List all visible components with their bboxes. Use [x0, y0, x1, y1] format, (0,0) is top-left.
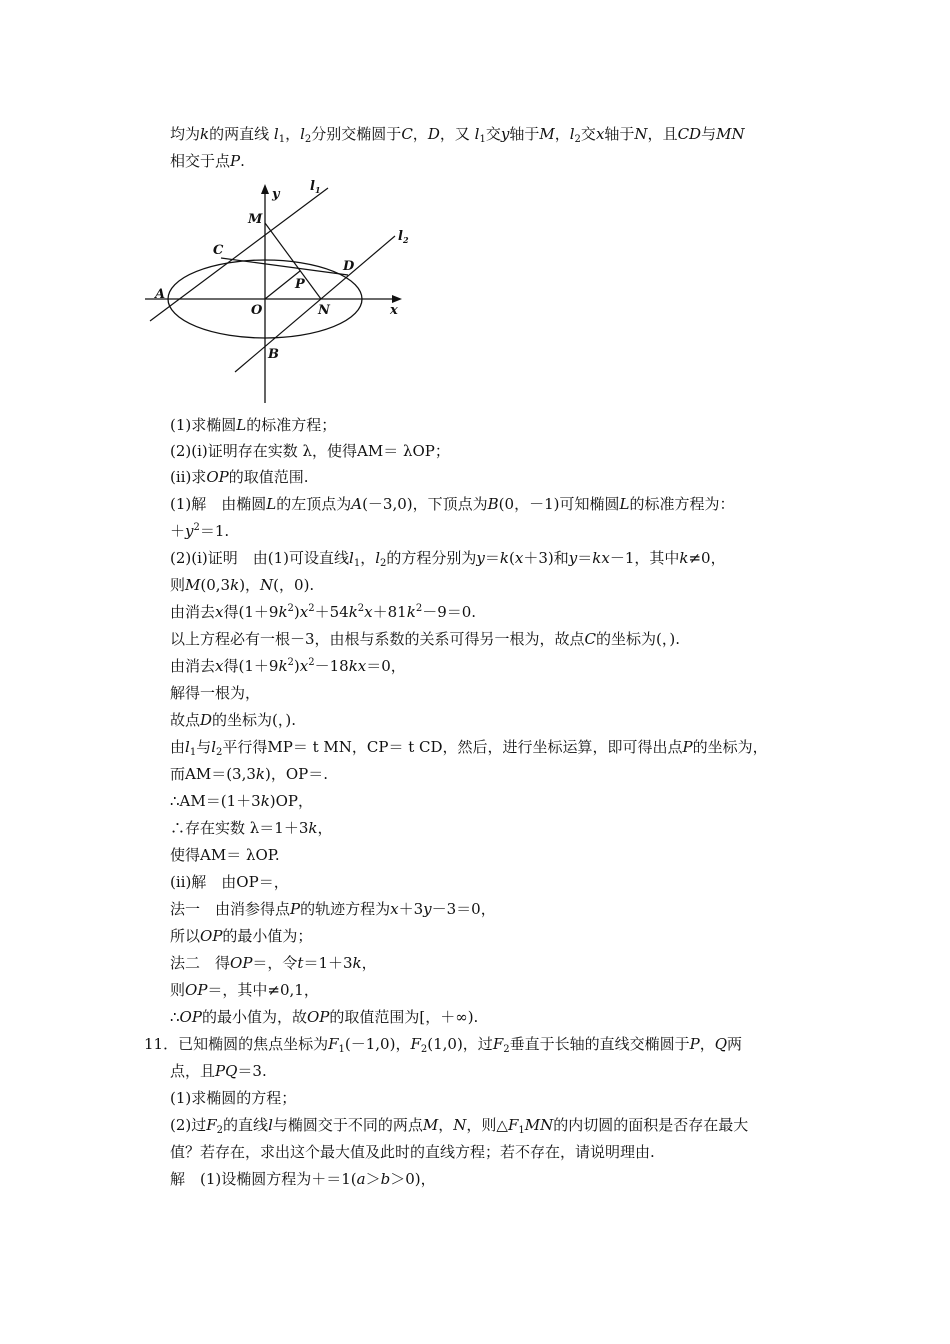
axis-label-y: y: [272, 187, 280, 202]
line-label-l1: $l_1$: [310, 179, 321, 195]
text-line: 均为k的两直线 $l_1$，$l_2$分别交椭圆于C，D，又 $l_1$交y轴于M，$l_2$交x轴于N，且CD与MN: [170, 125, 745, 145]
text-line: (ⅱ)求OP的取值范围.: [170, 468, 309, 486]
text-line: 以上方程必有一根－3，由根与系数的关系可得另一根为，故点C的坐标为(，).: [170, 630, 681, 648]
text-line: (1)求椭圆L的标准方程；: [170, 416, 337, 434]
text-line: ∴OP的最小值为，故OP的取值范围为[，＋∞).: [170, 1008, 479, 1026]
text-line: $+y^2=1$.: [170, 522, 230, 540]
point-label-N: N: [318, 303, 330, 318]
text-line: 由$l_1$与$l_2$平行得MP＝ t MN，CP＝ t CD，然后，进行坐标运算，即可得出点P的坐标为，: [170, 738, 768, 758]
point-label-B: B: [268, 347, 279, 362]
text-line: 则M(0,3k)，N(，0).: [170, 576, 315, 594]
text-line: (ⅱ)解 由OP＝，: [170, 873, 289, 891]
point-label-P: P: [295, 277, 305, 292]
axis-label-x: x: [390, 303, 398, 318]
point-label-O: O: [251, 303, 263, 318]
point-label-D: D: [343, 259, 355, 274]
text-line: (2)(ⅰ)证明 由(1)可设直线$l_1$，$l_2$的方程分别为y＝k(x＋3)和y＝kx－1，其中k≠0，: [170, 549, 726, 569]
line-label-l2: $l_2$: [398, 229, 409, 245]
text-line: (1)求椭圆的方程；: [170, 1089, 297, 1107]
text-line: 所以OP的最小值为；: [170, 927, 313, 945]
ellipse-diagram: [140, 178, 410, 410]
text-line: 由消去x得$(1+9k^2)x^2+54k^2x+81k^2-9=0$.: [170, 603, 477, 621]
point-label-C: C: [213, 243, 224, 258]
point-label-A: A: [155, 287, 166, 302]
text-line: 而AM＝(3,3k)，OP＝.: [170, 765, 329, 783]
problem-11-stem: 11．已知椭圆的焦点坐标为$F_1(-1,0)$，$F_2(1,0)$，过$F_2$垂直于长轴的直线交椭圆于P，Q两: [144, 1035, 743, 1055]
text-line: 由消去x得$(1+9k^2)x^2-18kx=0$，: [170, 657, 406, 675]
text-line: 相交于点P.: [170, 152, 245, 170]
text-line: ∴存在实数 λ＝1＋3k，: [170, 819, 333, 837]
text-line: 解得一根为，: [170, 684, 261, 702]
text-line: 点，且PQ＝3.: [170, 1062, 267, 1080]
text-line: 则OP＝，其中≠0,1，: [170, 981, 319, 999]
text-line: (2)(ⅰ)证明存在实数 λ，使得AM＝ λOP；: [170, 442, 450, 460]
text-line: ∴AM＝(1＋3k)OP，: [170, 792, 314, 810]
text-line: (1)解 由椭圆L的左顶点为A(－3,0)，下顶点为B(0，－1)可知椭圆L的标准方程为：: [170, 495, 735, 513]
text-line: (2)过$F_2$的直线l与椭圆交于不同的两点M，N，则$\triangle F_1MN$的内切圆的面积是否存在最大: [170, 1116, 749, 1136]
text-line: 法一 由消参得点P的轨迹方程为x＋3y－3＝0，: [170, 900, 496, 918]
text-line: 故点D的坐标为(，).: [170, 711, 297, 729]
text-line: 法二 得OP＝，令t＝1＋3k，: [170, 954, 377, 972]
text-line: 使得AM＝ λOP.: [170, 846, 280, 864]
text-line: 值？若存在，求出这个最大值及此时的直线方程；若不存在，请说明理由.: [170, 1143, 655, 1161]
text-line: 解 (1)设椭圆方程为＋＝1(a＞b＞0)，: [170, 1170, 436, 1188]
point-label-M: M: [248, 212, 263, 227]
